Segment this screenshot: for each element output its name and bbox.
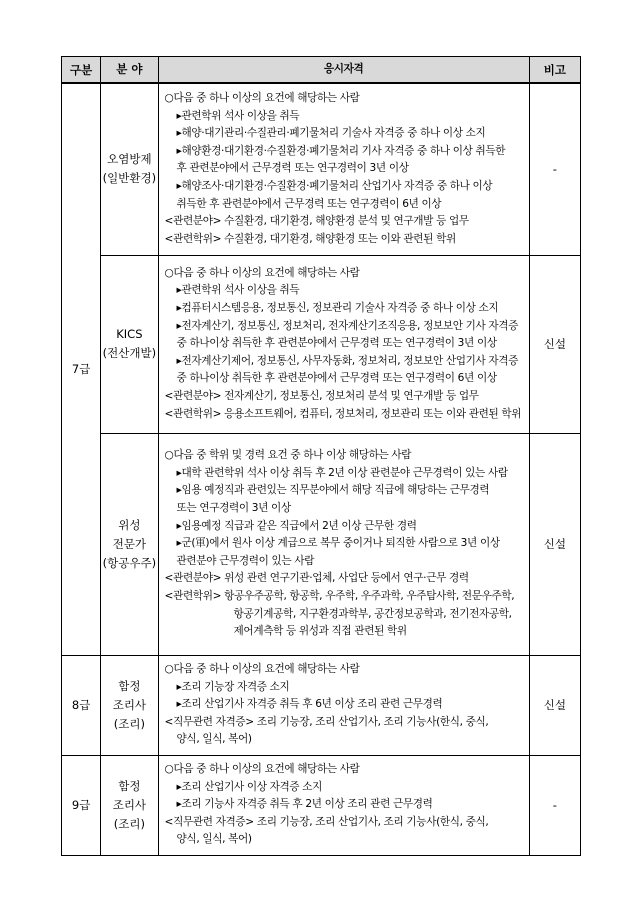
table-row (62, 83, 581, 255)
qual-line: ○다음 중 하나 이상의 요건에 해당하는 사람 (164, 92, 360, 105)
qualification-cell (158, 255, 529, 433)
qual-line: <직무관련 자격증> 조리 기능장, 조리 산업기사, 조리 기능사(한식, 중식, (164, 815, 489, 828)
qual-line: ○다음 중 하나 이상의 요건에 해당하는 사람 (164, 266, 360, 279)
qual-line: ▸컴퓨터시스템응용, 정보통신, 정보관리 기술사 자격증 중 하나 이상 소지 (176, 302, 499, 315)
field-line: (조리) (113, 716, 145, 731)
qualification-cell (158, 655, 529, 755)
field-cell (101, 433, 158, 655)
qual-line: <관련분야> 수질환경, 대기환경, 해양환경 분석 및 연구개발 등 업무 (164, 215, 469, 228)
qual-line: ▸해양·대기관리·수질관리·폐기물처리 기술사 자격증 중 하나 이상 소지 (176, 127, 486, 140)
field-line: 함정 (118, 678, 141, 693)
header-field: 분 야 (101, 57, 158, 84)
qualification-table-container (61, 56, 581, 856)
field-line: (항공우주) (102, 555, 157, 570)
header-qualification: 응시자격 (158, 57, 529, 84)
note-cell: 신설 (529, 433, 580, 655)
qual-line: <관련학위> 응용소프트웨어, 컴퓨터, 정보처리, 정보관리 또는 이와 관련된 학위 (164, 407, 522, 420)
qual-line: <관련분야> 위성 관련 연구기관‧업체, 사업단 등에서 연구‧근무 경력 (164, 572, 469, 585)
qual-line: ▸전자계산기, 정보통신, 정보처리, 전자계산기조직응용, 정보보안 기사 자격증 (176, 319, 519, 332)
header-row (62, 57, 581, 84)
qual-line: ▸조리 기능장 자격증 소지 (176, 680, 290, 693)
qual-line: <관련학위> 수질환경, 대기환경, 해양환경 또는 이와 관련된 학위 (164, 232, 456, 245)
qual-line: ▸조리 산업기사 이상 자격증 소지 (176, 780, 323, 793)
header-grade: 구분 (62, 57, 101, 84)
qualification-cell (158, 433, 529, 655)
qual-line: <관련학위> 항공우주공학, 항공학, 우주학, 우주과학, 우주탐사학, 전문우주학, (164, 589, 515, 602)
qualification-table (61, 56, 581, 856)
note-cell: - (529, 755, 580, 855)
field-line: 오염방제 (107, 152, 152, 167)
grade-cell: 8급 (62, 655, 101, 755)
qual-line: ▸조리 산업기사 자격증 취득 후 6년 이상 조리 관련 근무경력 (176, 698, 443, 711)
qual-line: 중 하나이상 취득한 후 관련분야에서 근무경력 또는 연구경력이 3년 이상 (176, 337, 497, 350)
field-line: KICS (116, 327, 143, 341)
qual-line: ▸대학 관련학위 석사 이상 취득 후 2년 이상 관련분야 근무경력이 있는 사람 (176, 466, 508, 479)
table-row (62, 433, 581, 655)
qualification-cell (158, 83, 529, 255)
field-cell (101, 255, 158, 433)
qual-line: ○다음 중 하나 이상의 요건에 해당하는 사람 (164, 663, 360, 676)
header-note: 비고 (529, 57, 580, 84)
field-line: 위성 (118, 517, 141, 532)
qual-line: ○다음 중 하나 이상의 요건에 해당하는 사람 (164, 763, 360, 776)
qual-line: 취득한 후 관련분야에서 근무경력 또는 연구경력이 6년 이상 (176, 197, 442, 210)
qual-line: 양식, 일식, 복어) (176, 833, 252, 846)
grade-cell: 7급 (62, 83, 101, 655)
qual-line: 관련분야 근무경력이 있는 사람 (176, 554, 315, 567)
qual-line: <직무관련 자격증> 조리 기능장, 조리 산업기사, 조리 기능사(한식, 중식, (164, 715, 489, 728)
qual-line: <관련분야> 전자계산기, 정보통신, 정보처리 분석 및 연구개발 등 업무 (164, 389, 479, 402)
field-cell (101, 755, 158, 855)
field-line: 조리사 (112, 697, 147, 712)
qual-line: ▸관련학위 석사 이상을 취득 (176, 284, 300, 297)
field-line: (일반환경) (102, 171, 157, 186)
note-cell: - (529, 83, 580, 255)
qual-line: 제어계측학 등 위성과 직접 관련된 학위 (233, 625, 407, 638)
field-line: 전문가 (112, 536, 147, 551)
qual-line: ▸전자계산기제어, 정보통신, 사무자동화, 정보처리, 정보보안 산업기사 자격증 (176, 354, 519, 367)
qual-line: ▸조리 기능사 자격증 취득 후 2년 이상 조리 관련 근무경력 (176, 798, 433, 811)
qual-line: ▸해양환경·대기환경·수질환경·폐기물처리 기사 자격증 중 하나 이상 취득한 (176, 144, 506, 157)
qual-line: ▸임용 예정직과 관련있는 직무분야에서 해당 직급에 해당하는 근무경력 (176, 484, 490, 497)
qual-line: 후 관련분야에서 근무경력 또는 연구경력이 3년 이상 (176, 162, 409, 175)
table-row (62, 255, 581, 433)
qual-line: 항공기계공학, 지구환경과학부, 공간정보공학과, 전기전자공학, (233, 607, 512, 620)
qual-line: ▸임용예정 직급과 같은 직급에서 2년 이상 근무한 경력 (176, 519, 417, 532)
field-cell (101, 655, 158, 755)
qual-line: 양식, 일식, 복어) (176, 733, 252, 746)
qualification-cell (158, 755, 529, 855)
field-line: 조리사 (112, 797, 147, 812)
qual-line: 또는 연구경력이 3년 이상 (176, 502, 291, 515)
field-cell (101, 83, 158, 255)
note-cell: 신설 (529, 255, 580, 433)
qual-line: ▸군(軍)에서 원사 이상 계급으로 복무 중이거나 퇴직한 사람으로 3년 이상 (176, 537, 500, 550)
qual-line: ▸관련학위 석사 이상을 취득 (176, 109, 300, 122)
qual-line: 중 하나이상 취득한 후 관련분야에서 근무경력 또는 연구경력이 6년 이상 (176, 372, 497, 385)
note-cell: 신설 (529, 655, 580, 755)
table-row (62, 655, 581, 755)
field-line: 함정 (118, 778, 141, 793)
field-line: (전산개발) (102, 346, 157, 360)
table-row (62, 755, 581, 855)
qual-line: ▸해양조사·대기환경·수질환경·폐기물처리 산업기사 자격증 중 하나 이상 (176, 180, 493, 193)
qual-line: ○다음 중 학위 및 경력 요건 중 하나 이상 해당하는 사람 (164, 449, 412, 462)
field-line: (조리) (113, 816, 145, 831)
grade-cell: 9급 (62, 755, 101, 855)
